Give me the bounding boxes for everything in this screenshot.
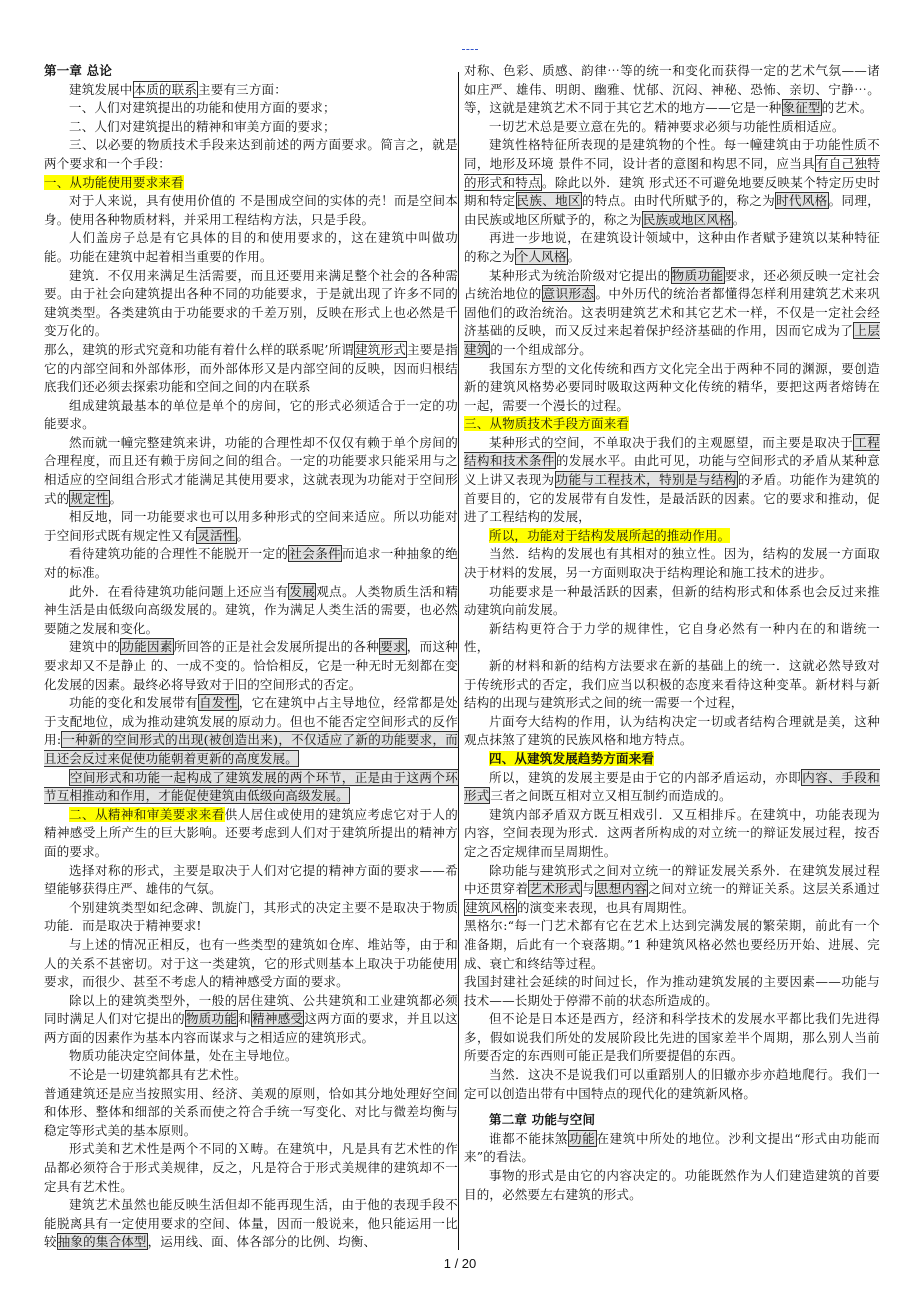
section-3-heading: 三、从物质技术手段方面来看: [464, 416, 630, 432]
highlight-box: 空间形式和功能一起构成了建筑发展的两个环节，正是由于这两个环节互相推动和作用，才能促使建筑由低级向高级发展。: [44, 769, 458, 804]
paragraph: 建筑．不仅用来满足生活需要，而且还要用来满足整个社会的各种需要。由于社会向建筑提出各种不同的功能要求，于是就出现了许多不同的建筑类型。各类建筑由于功能要求的千差万别，反映在形式上也必然是千变万化的。: [44, 267, 458, 339]
highlight-box: 功能因素: [121, 639, 173, 655]
requirement-item-3: 三、以必要的物质技术手段来达到前述的两方面要求。简言之，就是两个要求和一个手段：: [44, 137, 458, 171]
paragraph: 谁都不能抹煞功能在建筑中所处的地位。沙利文提出“形式由功能而来”的看法。: [464, 1130, 880, 1165]
highlight-box: 个人风格: [515, 248, 567, 264]
highlight-box: 物质功能: [671, 267, 724, 283]
paragraph: 相反地，同一功能要求也可以用多种形式的空间来适应。所以功能对于空间形式既有规定性又有灵活性。: [44, 509, 458, 543]
paragraph: 一切艺术总是要立意在先的。精神要求必须与功能性质相适应。: [489, 118, 845, 134]
highlight-box: 民族、地区: [516, 193, 581, 209]
highlight-box: 象征型: [782, 100, 821, 116]
highlight-box: 精神感受: [252, 1011, 304, 1027]
paragraph: 普通建筑还是应当按照实用、经济、美观的原则，恰如其分地处理好空间和体形、整体和细部的关系而使之符合手统一写变化、对比与微差均衡与稳定等形式美的基本原则。: [44, 1085, 458, 1138]
paragraph: 组成建筑最基本的单位是单个的房间，它的形式必须适合于一定的功能要求。: [44, 397, 458, 432]
paragraph: 建筑中的功能因素所回答的正是社会发展所提出的各种要求，而这种要求却又不是静止 的、一成不变的。恰恰相反，它是一种无时无刻都在变化发展的因素。最终必将导致对于旧的空间形式的否定。: [44, 639, 459, 692]
paragraph: 片面夸大结构的作用，认为结构决定一切或者结构合理就是美，这种观点抹煞了建筑的民族风格和地方特点。: [464, 713, 880, 748]
intro-paragraph: 建筑发展中本质的联系主要有三方面：: [69, 81, 287, 97]
paragraph: 功能要求是一种最活跃的因素，但新的结构形式和体系也会反过来推动建筑向前发展。: [464, 583, 880, 618]
paragraph: 与上述的情况正相反，也有一些类型的建筑如仓库、堆站等，由于和人的关系不甚密切。对于这一类建筑，它的形式则基本上取决于功能使用要求，而很少、甚至不考虑人的精神感受方面的要求。: [44, 936, 458, 990]
section-2-heading: 二、从精神和审美要求来看供人居住或使用的建筑应考虑它对于人的精神感受上所产生的巨大影响。还要考虑到人们对于建筑所提出的精神方面的要求。: [44, 806, 459, 859]
highlight-box: 一种新的空间形式的出现(被创造出来)，不仅适应了新的功能要求，而且还会反过来促使功能朝着更新的高度发展。: [44, 732, 458, 766]
highlight-box: 艺术形式: [529, 881, 581, 897]
requirement-item-1: 一、人们对建筑提出的功能和使用方面的要求；: [69, 100, 336, 116]
highlight-box: 内容、手段和形式: [464, 769, 880, 804]
highlight-box: 物质功能: [185, 1011, 238, 1027]
paragraph: 物质功能决定空间体量，处在主导地位。: [69, 1048, 298, 1064]
paragraph: 建筑艺术虽然也能反映生活但却不能再现生活，由于他的表现手段不能脱离具有一定使用要求的空间、体量，因而一般说来，他只能运用一比较抽象的集合体型，运用线、面、体各部分的比例、均衡、: [44, 1197, 458, 1250]
paragraph: 再进一步地说，在建筑设计领域中，这种由作者赋予建筑以某种特征的称之为个人风格。: [464, 230, 880, 264]
paragraph: 我国封建社会延续的时间过长，作为推动建筑发展的主要因素——功能与技术——长期处于停滞不前的状态所造成的。: [464, 974, 880, 1008]
paragraph: 新的材料和新的结构方法要求在新的基础上的统一．这就必然导致对于传统形式的否定，我们应当以积极的态度来看待这种变革。新材料与新结构的出现与建筑形式之间的统一需要一个过程，: [464, 658, 880, 711]
paragraph: 个别建筑类型如纪念碑、凯旋门，其形式的决定主要不是取决于物质功能．而是取决于精神要求!: [44, 899, 458, 934]
paragraph: 我国东方型的文化传统和西方文化完全出于两种不同的渊源，要创造新的建筑风格势必要同时吸取这两种文化传统的精华，要把这两者熔铸在一起，需要一个漫长的过程。: [464, 360, 880, 413]
paragraph: 然而就一幢完整建筑来讲，功能的合理性却不仅仅有赖于单个房间的合理程度，而且还有赖于房间之间的组合。一定的功能要求只能采用与之相适应的空间组合形式才能满足其使用要求，这就表现为功能对于空间形式的规定性。: [44, 434, 458, 506]
paragraph: 那么，建筑的形式究竟和功能有着什么样的联系呢’所谓建筑形式主要是指它的内部空间和外部体形，而外部体形又是内部空间的反映，因而归根结底我们还必须去探索功能和空间之间的内在联系: [44, 341, 458, 395]
left-column: [44, 62, 458, 1252]
paragraph: 功能的变化和发展带有自发性，它在建筑中占主导地位，经常都是处于支配地位，成为推动建筑发展的原动力。但也不能否定空间形式的反作用:一种新的空间形式的出现(被创造出来)，不仅适应了新的功能要求，而且还会反过来促使功能朝着更新的高度发展。: [44, 695, 458, 766]
highlight-box: 发展: [289, 583, 316, 599]
highlight-box: 建筑形式: [355, 341, 407, 357]
paragraph: 当然．这决不是说我们可以重蹈别人的旧辙亦步亦趋地爬行。我们一定可以创造出带有中国特点的现代化的建筑新风格。: [464, 1067, 880, 1101]
section-4-heading: 四、从建筑发展趋势方面来看: [489, 750, 655, 766]
paragraph: 看待建筑功能的合理性不能脱开一定的社会条件而追求一种抽象的绝对的标准。: [44, 546, 458, 581]
paragraph: 对称、色彩、质感、韵律⋯等的统一和变化而获得一定的艺术气氛——诸如庄严、雄伟、明朗、幽雅、忧郁、沉闷、神秘、恐怖、亲切、宁静⋯。等，这就是建筑艺术不同于其它艺术的地方——它是一种象征型的艺术。: [464, 63, 880, 116]
paragraph: 某种形式的空间，不单取决于我们的主观愿望，而主要是取决于工程结构和技术条件的发展水平。由此可见，功能与空间形式的矛盾从某种意义上讲又表现为功能与工程技术，特别是与结构的矛盾。功能作为建筑的首要目的，它的发展带有自发性，是最活跃的因素。它的要求和推动，促进了工程结构的发展，: [464, 434, 881, 525]
paragraph: 事物的形式是由它的内容决定的。功能既然作为人们建造建筑的首要目的，必然要左右建筑的形式。: [464, 1168, 880, 1202]
paragraph: 除以上的建筑类型外，一般的居住建筑、公共建筑和工业建筑都必须同时满足人们对它提出的物质功能和精神感受这两方面的要求，并且以这两方面的因素作为基本内容而谋求与之相适应的建筑形式。: [44, 992, 458, 1045]
highlighted-conclusion: 所以，功能对于结构发展所起的推动作用。: [489, 527, 731, 543]
paragraph: 对于人来说，具有使用价值的 不是围成空间的实体的壳！而是空间本身。使用各种物质材料，并采用工程结构方法，只是手段。: [44, 193, 458, 227]
paragraph: 不论是一切建筑都具有艺术性。: [69, 1067, 247, 1083]
paragraph: 建筑性格特征所表现的是建筑物的个性。每一幢建筑由于功能性质不同，地形及环境 景件不同，设计者的意图和构思不同，应当具有自己独特的形式和特点。除此以外．建筑 形式还不可避免地要反映某个特定历史时期和特定民族、地区的特点。由时代所赋予的，称之为时代风格。同理，由民族或地区所赋予的，称之为民族或地区风格。: [464, 137, 880, 227]
page-number: 1 / 20: [443, 1256, 477, 1271]
highlight-box: 本质的联系: [133, 81, 198, 97]
chapter-2-title: 第二章 功能与空间: [489, 1112, 596, 1128]
highlight-box: 要求: [380, 639, 406, 655]
highlight-box: 上层建筑: [464, 323, 880, 357]
highlight-box: 时代风格: [776, 193, 828, 209]
highlight-box: 工程结构和技术条件: [464, 434, 880, 469]
paragraph: 形式美和艺术性是两个不同的Ｘ畴。在建筑中，凡是具有艺术性的作品都必须符合于形式美规律，反之，凡是符合于形式美规律的建筑却不一定具有艺术性。: [44, 1141, 458, 1194]
paragraph: 但不论是日本还是西方，经济和科学技术的发展水平都比我们先进得多，假如说我们所处的发展阶段比先进的国家差半个周期，那么别人当前所要否定的东西则可能正是我们所要提倡的东西。: [464, 1011, 880, 1064]
highlight-box: 灵活性: [197, 527, 236, 543]
highlight-box: 民族或地区风格: [642, 211, 732, 227]
paragraph: 除功能与建筑形式之间对立统一的辩证发展关系外．在建筑发展过程中还贯穿着艺术形式与思想内容之间对立统一的辩证关系。这层关系通过建筑风格的演变来表现，也具有周期性。: [464, 862, 881, 915]
column-divider: [458, 72, 459, 1250]
paragraph: 所以，建筑的发展主要是由于它的内部矛盾运动，亦即内容、手段和形式三者之间既互相对立又相互制约而造成的。: [464, 769, 880, 804]
highlight-box: 意识形态: [542, 286, 595, 302]
right-column: [464, 62, 880, 1204]
highlight-box: 规定性: [70, 490, 109, 506]
paragraph: 某种形式为统治阶级对它提出的物质功能要求，还必须反映一定社会占统治地位的意识形态。中外历代的统治者都懂得怎样利用建筑艺术来巩固他们的政治统治。这表明建筑艺术和其它艺术一样，不仅是一定社会经济基础的反映，而又反过来起着保护经济基础的作用，因而它成为了上层建筑的一个组成部分。: [464, 267, 880, 357]
requirement-item-2: 二、人们对建筑提出的精神和审美方面的要求；: [69, 118, 336, 134]
paragraph: 当然．结构的发展也有其相对的独立性。因为，结构的发展一方面取决于材料的发展，另一方面则取决于结构理论和施工技术的进步。: [464, 546, 880, 581]
hegel-quote: 黑格尔:“每一门艺术都有它在艺术上达到完满发展的繁荣期，前此有一个准备期，后此有一个衰落期。”1 种建筑风格必然也要经历开始、进展、完成、衰亡和终结等过程。: [464, 918, 880, 971]
highlight-box: 有自己独特的形式和特点: [464, 155, 880, 190]
highlight-box: 抽象的集合体型: [57, 1234, 147, 1250]
chapter-1-title: 第一章 总论: [44, 63, 113, 78]
paragraph: 此外．在看待建筑功能问题上还应当有发展观点。人类物质生活和精神生活是由低级向高级发展的。建筑，作为满足人类生活的需要，也必然要随之发展和变化。: [44, 583, 459, 636]
highlight-box: 自发性: [199, 695, 238, 711]
paragraph: [44, 769, 458, 806]
paragraph: 选择对称的形式，主要是取决于人们对它提的精神方面的要求——希望能够获得庄严、雄伟的气氛。: [44, 862, 458, 897]
paragraph: 新结构更符合于力学的规律性，它自身必然有一种内在的和谐统一性，: [464, 620, 880, 655]
highlight-box: 功能与工程技术，特别是与结构: [555, 472, 737, 488]
section-1-heading: 一、从功能使用要求来看: [44, 174, 184, 190]
paragraph: 建筑内部矛盾双方既互相戏引．又互相排斥。在建筑中，功能表现为内容，空间表现为形式．这两者所构成的对立统一的辩证发展过程，按否定之否定规律而呈周期性。: [464, 806, 880, 859]
highlight-box: 社会条件: [289, 546, 342, 562]
highlight-box: 思想内容: [595, 881, 648, 897]
paragraph: 人们盖房子总是有它具体的目的和使用要求的，这在建筑中叫做功能。功能在建筑中起着相当重要的作用。: [44, 230, 458, 264]
column-break-mark: [462, 49, 478, 50]
highlight-box: 功能: [569, 1130, 596, 1146]
highlight-box: 建筑风格: [465, 899, 516, 915]
